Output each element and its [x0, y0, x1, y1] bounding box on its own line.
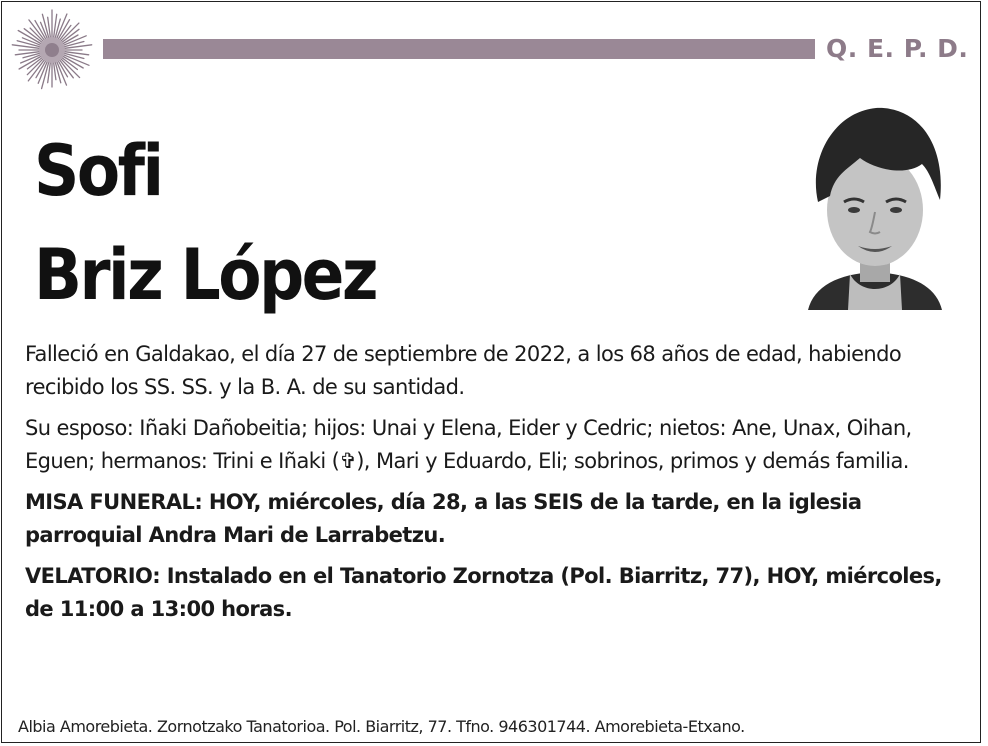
family-before-cross: Su esposo: Iñaki Dañobeitia; hijos: Unai y Elena, Eider y Cedric; nietos: Ane, Unax, Oihan, Eguen; hermanos: Trini e Iñaki ( [25, 416, 912, 473]
portrait-photo [790, 98, 958, 310]
family-list [25, 412, 970, 478]
thistle-flower-icon [8, 8, 96, 92]
wake-info: VELATORIO: Instalado en el Tanatorio Zornotza (Pol. Biarritz, 77), HOY, miércoles, de 11:00 a 13:00 horas. [25, 564, 942, 621]
funeral-mass: MISA FUNERAL: HOY, miércoles, día 28, a las SEIS de la tarde, en la iglesia parroquial Andra Mari de Larrabetzu. [25, 490, 862, 547]
cross-icon: ✞ [339, 449, 357, 473]
qepd-label: Q. E. P. D. [826, 34, 969, 63]
family-after-cross: ), Mari y Eduardo, Eli; sobrinos, primos y demás familia. [356, 449, 909, 473]
funeral-home-footer: Albia Amorebieta. Zornotzako Tanatorioa. Pol. Biarritz, 77. Tfno. 946301744. Amorebieta-Etxano. [18, 717, 745, 736]
header-rule [103, 39, 815, 59]
deceased-first-name: Sofi [34, 130, 162, 212]
deceased-surnames: Briz López [34, 234, 377, 316]
death-notice: Falleció en Galdakao, el día 27 de septiembre de 2022, a los 68 años de edad, habiendo recibido los SS. SS. y la B. A. de su santidad. [25, 342, 902, 399]
obituary-body [25, 338, 970, 634]
